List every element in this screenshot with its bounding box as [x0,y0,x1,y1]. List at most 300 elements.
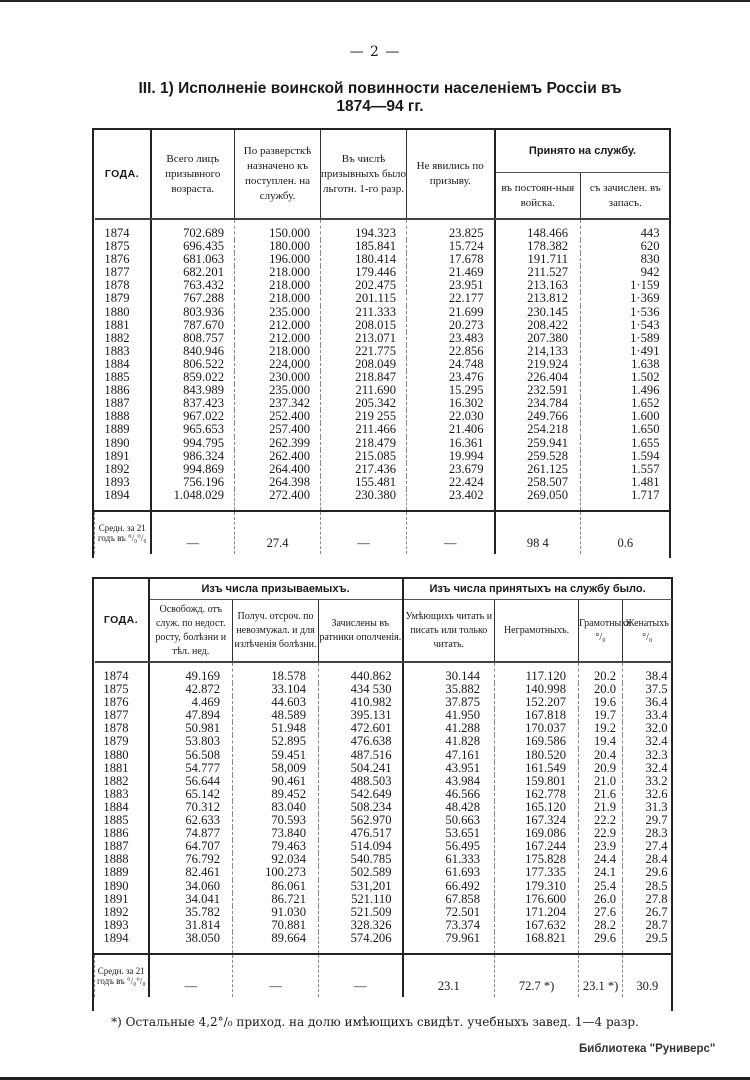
value-cell: 696.435 [151,240,235,253]
value-cell: 73.374 [403,919,495,932]
value-cell: 1.048.029 [151,489,235,511]
value-cell: 34.060 [149,880,233,893]
value-cell: 219.924 [495,358,581,371]
value-cell: 196.000 [235,253,321,266]
value-cell: 208.015 [321,319,407,332]
value-cell: 56.508 [149,749,233,762]
average-value: 23.1 *) [579,954,623,997]
value-cell: 994.795 [151,437,235,450]
value-cell: 1.481 [581,476,670,489]
table-row [95,906,672,919]
year-cell: 1874 [103,669,129,683]
header-married-pct: Женатыхъ °/₀ [623,600,672,663]
value-cell: 224,000 [235,358,321,371]
value-cell: 16.361 [407,437,495,450]
value-cell: 25.4 [579,880,623,893]
value-cell: 82.461 [149,866,233,879]
value-cell: 171.204 [495,906,579,919]
header-year: ГОДА. [95,579,149,662]
value-cell: 531,201 [319,880,403,893]
value-cell: 476.517 [319,827,403,840]
value-cell: 24.748 [407,358,495,371]
value-cell: 272.400 [235,489,321,511]
table-row [95,775,672,788]
value-cell: 1.557 [581,463,670,476]
value-cell: 70.312 [149,801,233,814]
value-cell: 21.406 [407,423,495,436]
value-cell: 965.653 [151,423,235,436]
value-cell: 167.244 [495,840,579,853]
footnote: *) Остальные 4,2°/₀ приход. на долю имѣющихъ свидѣт. учебныхъ завед. 1—4 разр. [111,1015,639,1029]
average-value: — [319,954,403,997]
year-cell: 1878 [104,278,130,293]
value-cell: 86.061 [233,880,319,893]
value-cell: 21.6 [579,788,623,801]
value-cell: 20.4 [579,749,623,762]
header-literate: Умѣющихъ читать и писать или только читать. [403,600,495,663]
value-cell: 218.000 [235,266,321,279]
value-cell: 234.784 [495,397,581,410]
value-cell: 26.0 [579,893,623,906]
value-cell: 207.380 [495,332,581,345]
value-cell: 175.828 [495,853,579,866]
header-illiterate: Неграмотныхъ. [495,600,579,663]
value-cell: 1.638 [581,358,670,371]
value-cell: 219 255 [321,410,407,423]
value-cell: 16.302 [407,397,495,410]
year-cell: 1893 [103,917,129,932]
value-cell: 89.664 [233,932,319,954]
value-cell: 410.982 [319,696,403,709]
average-label: Средн. за 21 годъ въ °/₀°/₀ [95,511,151,554]
value-cell: 230.145 [495,306,581,319]
table-row [95,893,672,906]
value-cell: 41.950 [403,709,495,722]
value-cell: 28.5 [623,880,672,893]
table1-body [95,219,670,554]
value-cell: 34.041 [149,893,233,906]
value-cell: 180.414 [321,253,407,266]
value-cell: 162.778 [495,788,579,801]
year-cell: 1891 [103,891,129,906]
value-cell: 257.400 [235,423,321,436]
value-cell: 18.578 [233,662,319,683]
value-cell: 26.7 [623,906,672,919]
value-cell: 19.4 [579,735,623,748]
table-row [95,292,670,305]
average-value: 72.7 *) [495,954,579,997]
value-cell: 167.324 [495,814,579,827]
year-cell: 1894 [104,487,130,502]
value-cell: 681.063 [151,253,235,266]
average-value: 23.1 [403,954,495,997]
value-cell: 61.693 [403,866,495,879]
value-cell: 150.000 [235,219,321,240]
value-cell: 100.273 [233,866,319,879]
table-row [95,662,672,683]
table-row [95,450,670,463]
value-cell: 32.3 [623,749,672,762]
table-row [95,866,672,879]
year-cell: 1875 [104,239,130,254]
value-cell: 212.000 [235,319,321,332]
value-cell: 167.818 [495,709,579,722]
value-cell: 237.342 [235,397,321,410]
year-cell: 1875 [103,682,129,697]
value-cell: 264.398 [235,476,321,489]
value-cell: 35.782 [149,906,233,919]
value-cell: 46.566 [403,788,495,801]
value-cell: 47.161 [403,749,495,762]
value-cell: 79.463 [233,840,319,853]
value-cell: 211.690 [321,384,407,397]
value-cell: 967.022 [151,410,235,423]
value-cell: 152.207 [495,696,579,709]
value-cell: 21.469 [407,266,495,279]
value-cell: 472.601 [319,722,403,735]
value-cell: 232.591 [495,384,581,397]
table-row [95,919,672,932]
page-title [110,80,650,116]
average-value: — [233,954,319,997]
value-cell: 74.877 [149,827,233,840]
value-cell: 19.2 [579,722,623,735]
year-cell: 1889 [103,865,129,880]
value-cell: 38.050 [149,932,233,954]
value-cell: 1.717 [581,489,670,511]
value-cell: 27.6 [579,906,623,919]
value-cell: 32.0 [623,722,672,735]
year-cell: 1882 [103,773,129,788]
value-cell: 1·589 [581,332,670,345]
table-row [95,735,672,748]
value-cell: 542.649 [319,788,403,801]
table-row [95,437,670,450]
value-cell: 19.7 [579,709,623,722]
value-cell: 767.288 [151,292,235,305]
value-cell: 1·536 [581,306,670,319]
value-cell: 942 [581,266,670,279]
value-cell: 1·369 [581,292,670,305]
value-cell: 443 [581,219,670,240]
value-cell: 54.777 [149,762,233,775]
value-cell: 504.241 [319,762,403,775]
value-cell: 1.655 [581,437,670,450]
value-cell: 986.324 [151,450,235,463]
year-cell: 1885 [104,370,130,385]
value-cell: 86.721 [233,893,319,906]
value-cell: 21.0 [579,775,623,788]
value-cell: 1·543 [581,319,670,332]
year-cell: 1893 [104,474,130,489]
value-cell: 70.593 [233,814,319,827]
value-cell: 22.030 [407,410,495,423]
value-cell: 29.6 [623,866,672,879]
year-cell: 1890 [104,435,130,450]
year-cell: 1892 [103,904,129,919]
value-cell: 254.218 [495,423,581,436]
value-cell: 213.812 [495,292,581,305]
value-cell: 562.970 [319,814,403,827]
value-cell: 53.651 [403,827,495,840]
value-cell: 440.862 [319,662,403,683]
year-cell: 1889 [104,422,130,437]
header-privileged: Въ числѣ призывныхъ было льготн. 1-го разр. [321,130,407,219]
value-cell: 53.803 [149,735,233,748]
value-cell: 17.678 [407,253,495,266]
value-cell: 756.196 [151,476,235,489]
header-militia: Зачислены въ ратники ополченія. [319,600,403,663]
year-cell: 1888 [103,852,129,867]
year-cell: 1886 [104,383,130,398]
value-cell: 33.104 [233,683,319,696]
average-row [95,511,670,554]
year-cell: 1890 [103,878,129,893]
value-cell: 521.110 [319,893,403,906]
value-cell: 249.766 [495,410,581,423]
value-cell: 59.451 [233,749,319,762]
value-cell: 79.961 [403,932,495,954]
value-cell: 91.030 [233,906,319,919]
value-cell: 328.326 [319,919,403,932]
year-cell: 1879 [103,734,129,749]
header-year: ГОДА. [95,130,151,219]
value-cell: 217.436 [321,463,407,476]
value-cell: 28.3 [623,827,672,840]
value-cell: 843.989 [151,384,235,397]
value-cell: 20.9 [579,762,623,775]
year-cell: 1874 [104,226,130,240]
value-cell: 859.022 [151,371,235,384]
value-cell: 15.295 [407,384,495,397]
value-cell: 64.707 [149,840,233,853]
value-cell: 262.399 [235,437,321,450]
value-cell: 702.689 [151,219,235,240]
table-row [95,332,670,345]
value-cell: 29.5 [623,932,672,954]
conscripts-literacy-table [94,579,672,997]
value-cell: 27.4 [623,840,672,853]
value-cell: 44.603 [233,696,319,709]
value-cell: 65.142 [149,788,233,801]
value-cell: 140.998 [495,683,579,696]
value-cell: 38.4 [623,662,672,683]
year-cell: 1883 [104,343,130,358]
value-cell: 23.402 [407,489,495,511]
value-cell: 23.825 [407,219,495,240]
table2-body [95,662,672,997]
year-cell: 1884 [104,356,130,371]
value-cell: 179.310 [495,880,579,893]
header-deferred: Получ. отсроч. по невозмужал. и для излѣченія болѣзни. [233,600,319,663]
value-cell: 73.840 [233,827,319,840]
value-cell: 487.516 [319,749,403,762]
year-cell: 1892 [104,461,130,476]
value-cell: 159.801 [495,775,579,788]
year-cell: 1877 [104,265,130,280]
value-cell: 43.951 [403,762,495,775]
average-value: — [149,954,233,997]
value-cell: 1.502 [581,371,670,384]
value-cell: 51.948 [233,722,319,735]
value-cell: 211.333 [321,306,407,319]
value-cell: 213.163 [495,279,581,292]
value-cell: 215.085 [321,450,407,463]
value-cell: 803.936 [151,306,235,319]
value-cell: 226.404 [495,371,581,384]
value-cell: 48.428 [403,801,495,814]
value-cell: 177.335 [495,866,579,879]
value-cell: 52.895 [233,735,319,748]
table-row [95,219,670,240]
value-cell: 30.144 [403,662,495,683]
value-cell: 61.333 [403,853,495,866]
header-accepted-group: Изъ числа принятыхъ на службу было. [403,579,672,600]
value-cell: 169.086 [495,827,579,840]
page-number: — 2 — [349,44,401,60]
value-cell: 148.466 [495,219,581,240]
value-cell: 168.821 [495,932,579,954]
value-cell: 35.882 [403,683,495,696]
library-watermark: Библиотека "Руниверс" [579,1043,716,1055]
value-cell: 72.501 [403,906,495,919]
header-total: Всего лицъ призывного возраста. [151,130,235,219]
top-border-line [0,0,750,2]
value-cell: 508.234 [319,801,403,814]
value-cell: 23.679 [407,463,495,476]
year-cell: 1887 [104,396,130,411]
value-cell: 23.9 [579,840,623,853]
table-row [95,762,672,775]
header-accepted-group: Принято на службу. [495,130,670,173]
value-cell: 1·491 [581,345,670,358]
value-cell: 50.981 [149,722,233,735]
value-cell: 808.757 [151,332,235,345]
value-cell: 161.549 [495,762,579,775]
value-cell: 33.2 [623,775,672,788]
value-cell: 70.881 [233,919,319,932]
value-cell: 90.461 [233,775,319,788]
average-value: 98 4 [495,511,581,554]
value-cell: 178.382 [495,240,581,253]
value-cell: 840.946 [151,345,235,358]
value-cell: 488.503 [319,775,403,788]
value-cell: 29.6 [579,932,623,954]
value-cell: 32.4 [623,735,672,748]
value-cell: 22.9 [579,827,623,840]
year-cell: 1878 [103,721,129,736]
value-cell: 170.037 [495,722,579,735]
value-cell: 763.432 [151,279,235,292]
value-cell: 27.8 [623,893,672,906]
value-cell: 29.7 [623,814,672,827]
year-cell: 1876 [104,252,130,267]
value-cell: 167.632 [495,919,579,932]
value-cell: 23.951 [407,279,495,292]
value-cell: 21.9 [579,801,623,814]
value-cell: 208.049 [321,358,407,371]
value-cell: 214,133 [495,345,581,358]
value-cell: 1.594 [581,450,670,463]
year-cell: 1881 [103,760,129,775]
value-cell: 218.479 [321,437,407,450]
value-cell: 211.466 [321,423,407,436]
year-cell: 1879 [104,291,130,306]
value-cell: 180.520 [495,749,579,762]
value-cell: 264.400 [235,463,321,476]
table-row [95,788,672,801]
average-value: 27.4 [235,511,321,554]
value-cell: 218.000 [235,292,321,305]
year-cell: 1882 [104,330,130,345]
value-cell: 19.6 [579,696,623,709]
value-cell: 830 [581,253,670,266]
year-cell: 1886 [103,826,129,841]
value-cell: 41.828 [403,735,495,748]
header-literate-pct: Грамотныхъ °/₀ [579,600,623,663]
table-row [95,306,670,319]
year-cell: 1880 [103,747,129,762]
value-cell: 218.000 [235,279,321,292]
value-cell: 67.858 [403,893,495,906]
value-cell: 1.496 [581,384,670,397]
value-cell: 434 530 [319,683,403,696]
year-cell: 1894 [103,930,129,945]
value-cell: 620 [581,240,670,253]
value-cell: 89.452 [233,788,319,801]
value-cell: 574.206 [319,932,403,954]
header-conscripts-group: Изъ числа призываемыхъ. [149,579,403,600]
table-row [95,345,670,358]
year-cell: 1885 [103,813,129,828]
value-cell: 395.131 [319,709,403,722]
value-cell: 49.169 [149,662,233,683]
average-value: — [151,511,235,554]
value-cell: 32.4 [623,762,672,775]
header-exempted: Освобожд. отъ служ. по недост. росту, болѣзни и тѣл. нед. [149,600,233,663]
value-cell: 24.4 [579,853,623,866]
value-cell: 261.125 [495,463,581,476]
table-row [95,749,672,762]
value-cell: 19.994 [407,450,495,463]
value-cell: 191.711 [495,253,581,266]
value-cell: 23.476 [407,371,495,384]
average-value: — [321,511,407,554]
value-cell: 1.650 [581,423,670,436]
value-cell: 213.071 [321,332,407,345]
table-row [95,476,670,489]
value-cell: 47.894 [149,709,233,722]
value-cell: 259.528 [495,450,581,463]
value-cell: 83.040 [233,801,319,814]
value-cell: 28.4 [623,853,672,866]
value-cell: 24.1 [579,866,623,879]
value-cell: 837.423 [151,397,235,410]
table-row [95,319,670,332]
table-row [95,880,672,893]
value-cell: 22.2 [579,814,623,827]
value-cell: 15.724 [407,240,495,253]
value-cell: 1.600 [581,410,670,423]
header-assigned: По разверсткѣ назначено къ поступлен. на службу. [235,130,321,219]
value-cell: 258.507 [495,476,581,489]
value-cell: 208.422 [495,319,581,332]
header-permanent: въ постоян-ныя войска. [495,173,581,220]
value-cell: 502.589 [319,866,403,879]
value-cell: 169.586 [495,735,579,748]
value-cell: 31.814 [149,919,233,932]
year-cell: 1876 [103,695,129,710]
